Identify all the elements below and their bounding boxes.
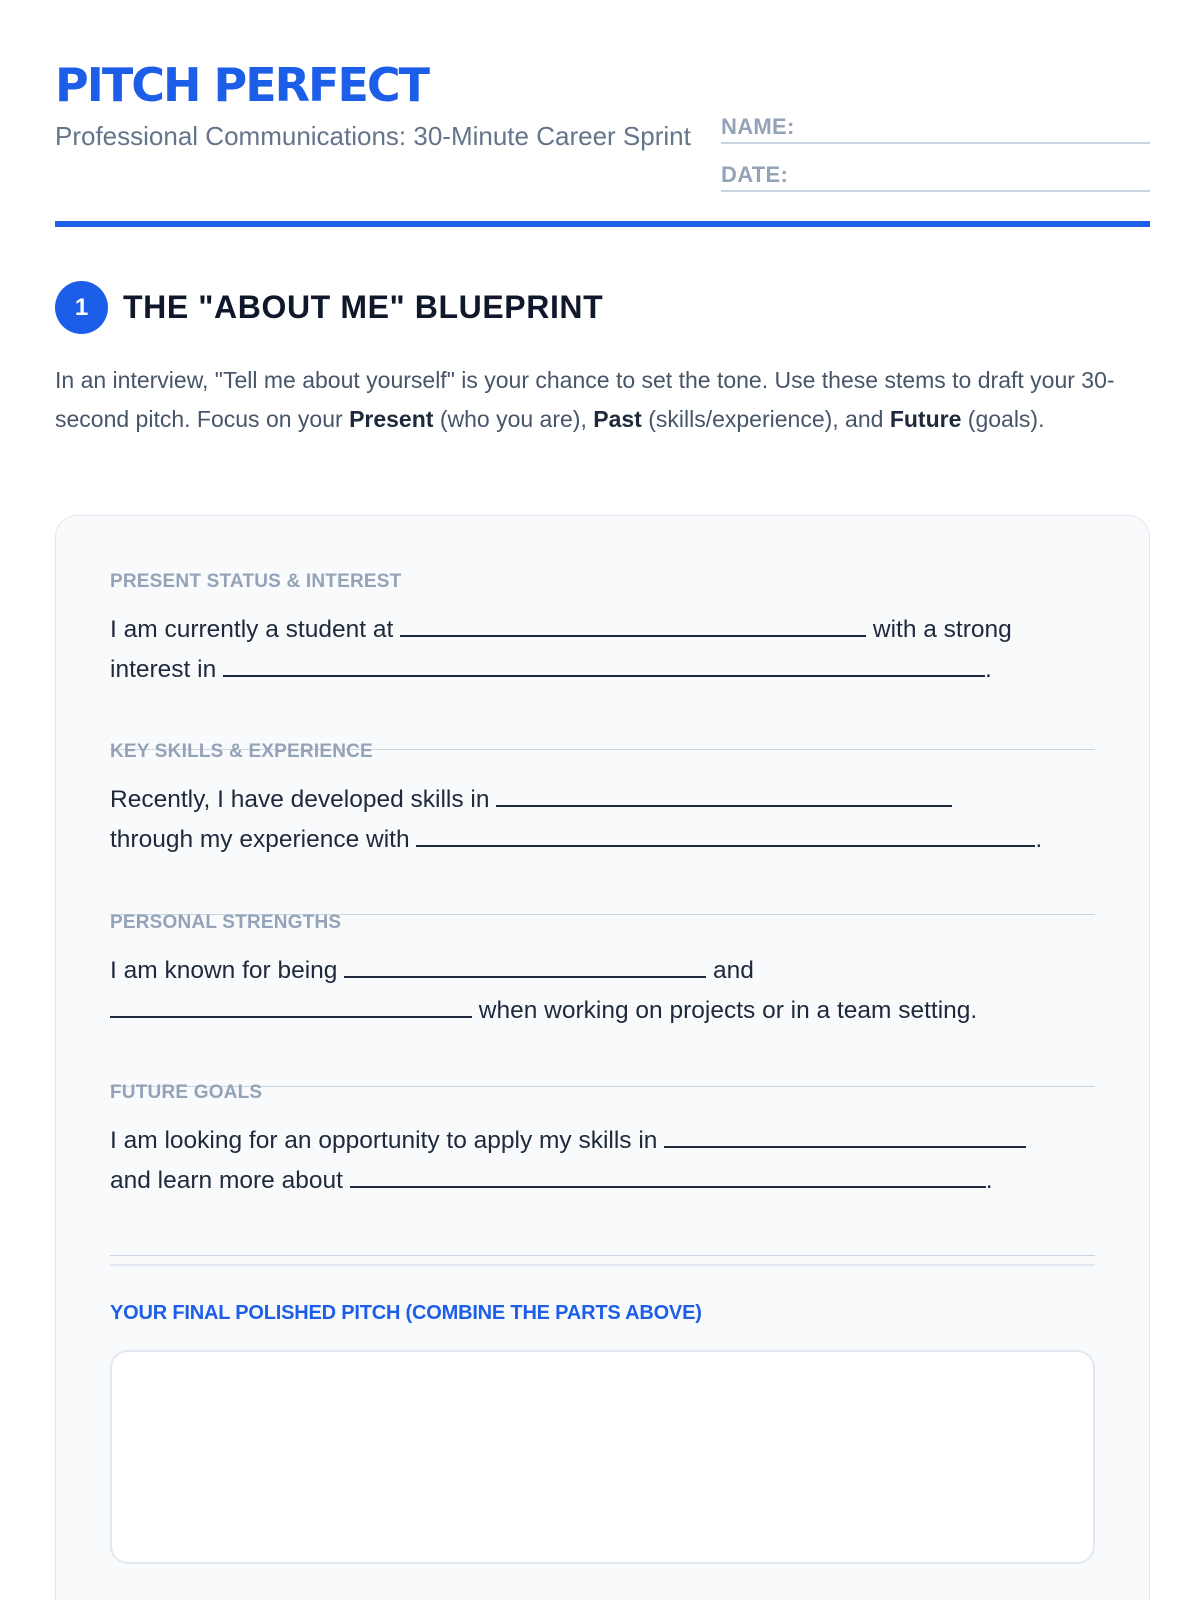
fill-in-blank[interactable] xyxy=(350,1166,986,1188)
fill-in-blank[interactable] xyxy=(223,655,985,677)
intro-text-3: (skills/experience), and xyxy=(641,405,890,432)
prompt-block-goals xyxy=(110,1081,1095,1256)
prompt-block-strengths xyxy=(110,911,1095,1087)
sentence-text: with a strong xyxy=(866,616,1012,643)
worksheet-header xyxy=(55,0,1150,228)
date-label: DATE: xyxy=(721,162,789,187)
section-title: THE "ABOUT ME" BLUEPRINT xyxy=(123,289,604,325)
card-divider xyxy=(110,1264,1095,1266)
block-sentence xyxy=(110,951,1095,1031)
fill-in-blank[interactable] xyxy=(664,1126,1026,1148)
sentence-text: Recently, I have developed skills in xyxy=(110,786,497,813)
date-input[interactable] xyxy=(811,162,1150,190)
intro-past: Past xyxy=(593,405,642,432)
final-pitch-label: YOUR FINAL POLISHED PITCH (COMBINE THE PARTS ABOVE) xyxy=(110,1302,702,1324)
section-intro xyxy=(55,361,1150,438)
intro-text-1: In an interview, "Tell me about yourself" is your chance to set the tone. Use these stems to draft your 30-second pitch. Focus on your xyxy=(55,367,1115,432)
sentence-text: interest in xyxy=(110,656,224,683)
sentence-text: and learn more about xyxy=(110,1167,350,1194)
prompt-block-skills xyxy=(110,740,1095,915)
fill-in-blank[interactable] xyxy=(416,825,1035,847)
name-field xyxy=(721,114,1150,144)
block-label: PERSONAL STRENGTHS xyxy=(110,912,342,933)
sentence-text: when working on projects or in a team setting. xyxy=(472,997,978,1024)
intro-text-2: (who you are), xyxy=(433,405,594,432)
fill-in-blank[interactable] xyxy=(110,996,472,1018)
name-input[interactable] xyxy=(811,114,1150,142)
worksheet-page xyxy=(55,0,1150,1600)
name-label: NAME: xyxy=(721,114,795,139)
block-label: PRESENT STATUS & INTEREST xyxy=(110,571,402,592)
worksheet-title: PITCH PERFECT xyxy=(55,58,429,112)
sentence-text: . xyxy=(985,1167,993,1194)
section-number-badge: 1 xyxy=(55,281,108,334)
worksheet-subtitle: Professional Communications: 30-Minute Career Sprint xyxy=(55,121,691,151)
block-label: FUTURE GOALS xyxy=(110,1082,263,1103)
sentence-text: . xyxy=(985,656,992,683)
intro-text-4: (goals). xyxy=(961,405,1045,432)
date-field xyxy=(721,162,1150,192)
fill-in-blank[interactable] xyxy=(400,615,866,637)
sentence-text: and xyxy=(706,957,754,984)
sentence-text: I am looking for an opportunity to apply my skills in xyxy=(110,1127,665,1154)
sentence-text: I am known for being xyxy=(110,957,345,984)
block-label: KEY SKILLS & EXPERIENCE xyxy=(110,741,373,762)
block-sentence xyxy=(110,1121,1095,1201)
final-pitch-textarea[interactable] xyxy=(110,1350,1095,1564)
header-divider xyxy=(55,221,1150,227)
fill-in-blank[interactable] xyxy=(344,956,706,978)
sentence-text: . xyxy=(1035,826,1043,853)
intro-present: Present xyxy=(349,405,434,432)
block-sentence xyxy=(110,610,1095,690)
blueprint-card xyxy=(55,515,1150,1600)
sentence-text: through my experience with xyxy=(110,826,417,853)
fill-in-blank[interactable] xyxy=(496,785,952,807)
prompt-block-present xyxy=(110,570,1095,750)
intro-future: Future xyxy=(889,405,962,432)
block-sentence xyxy=(110,780,1095,860)
sentence-text: I am currently a student at xyxy=(110,616,401,643)
